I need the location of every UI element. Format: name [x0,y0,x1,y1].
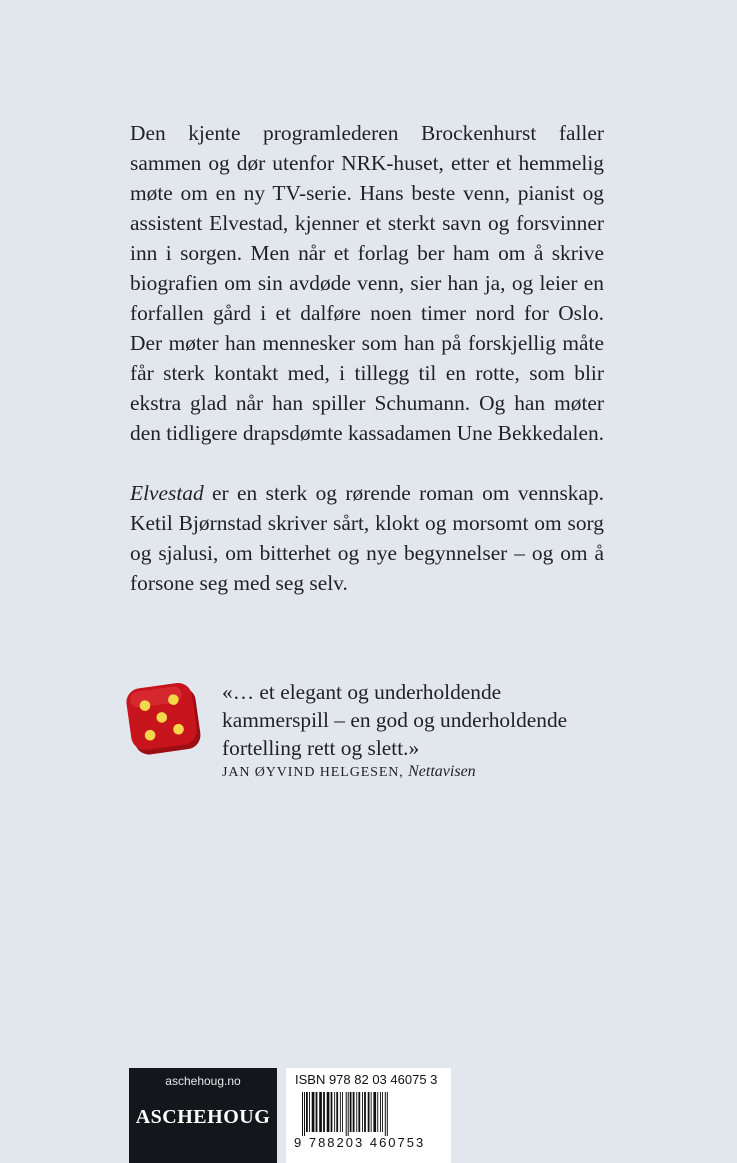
barcode-bar [316,1092,318,1132]
barcode-bar [385,1092,386,1136]
barcode-bar [346,1092,347,1136]
barcode-bar [368,1092,370,1132]
barcode-icon [302,1092,436,1136]
barcode-bar [331,1092,333,1132]
barcode-bar [304,1092,305,1136]
barcode-bar [353,1092,355,1132]
barcode-bar [340,1092,341,1132]
barcode-bar [350,1092,352,1132]
back-cover-blurb [130,118,604,598]
barcode-bar [306,1092,308,1132]
barcode-bar [334,1092,335,1132]
red-die-five-icon [124,678,206,760]
barcode-bar [380,1092,381,1132]
reviewer-name: JAN ØYVIND HELGESEN, [222,765,404,780]
barcode-bar [327,1092,330,1132]
barcode-bar [319,1092,322,1132]
barcode-bar [382,1092,383,1132]
blurb-paragraph-2-text: er en sterk og rørende roman om vennskap. Ketil Bjørnstad skriver sårt, klokt og morsomt om sorg og sjalusi, om bitterhet og nye begynnelser – og om å forsone seg med seg selv. [130,481,604,595]
book-title-italic: Elvestad [130,481,204,505]
review-attribution [222,763,476,781]
barcode-bar [312,1092,315,1132]
isbn-barcode-box [286,1068,451,1163]
barcode-bar [356,1092,357,1132]
barcode-bar [323,1092,325,1132]
barcode-bar [309,1092,310,1132]
blurb-paragraph-1: Den kjente programlederen Brockenhurst faller sammen og dør utenfor NRK-huset, etter et hemmelig møte om en ny TV-serie. Hans beste venn, pianist og assistent Elvestad, kjenner et sterkt savn og forsvinner inn i sorgen. Men når et forlag ber ham om å skrive biografien om sin avdøde venn, sier han ja, og leier en forfallen gård i et dalføre noen timer nord for Oslo. Der møter han mennesker som han på forskjellig måte får sterk kontakt med, i tillegg til en rotte, som blir ekstra glad når han spiller Schumann. Og han møter den tidligere drapsdømte kassadamen Une Bekkedalen. [130,121,604,445]
publisher-logo: ASCHEHOUG [135,1106,271,1128]
publisher-logo-box [129,1068,277,1163]
barcode-bar [336,1092,338,1132]
barcode-bar [364,1092,366,1132]
barcode-bar [358,1092,360,1132]
barcode-bar [373,1092,376,1132]
barcode-bar [348,1092,349,1136]
quote-line-1: «… et elegant og underholdende [222,680,502,704]
isbn-label: ISBN 978 82 03 46075 3 [295,1072,438,1087]
barcode-bar [387,1092,388,1136]
blurb-paragraph-2 [130,478,604,598]
barcode-digits: 9 788203 460753 [294,1135,426,1150]
review-quote [222,678,622,762]
quote-line-2: kammerspill – en god og underholdende [222,708,568,732]
barcode-bar [377,1092,378,1132]
publisher-url: aschehoug.no [165,1074,241,1088]
barcode-bar [371,1092,372,1132]
review-source: Nettavisen [408,763,476,780]
barcode-bar [362,1092,363,1132]
barcode-bar [342,1092,343,1132]
barcode-bar [302,1092,303,1136]
quote-line-3: fortelling rett og slett.» [222,736,420,760]
